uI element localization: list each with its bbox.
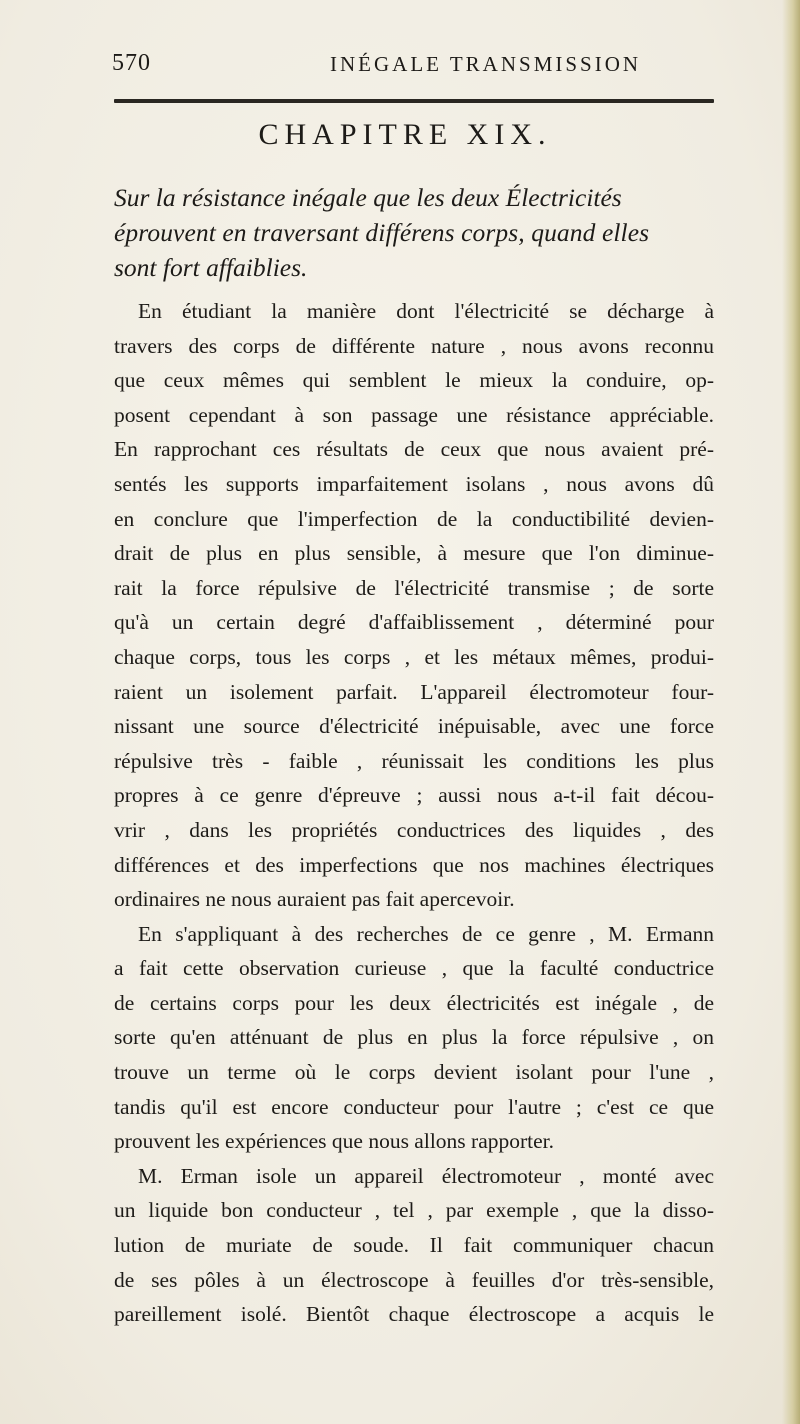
text-line: pareillement isolé. Bientôt chaque électroscope a acquis le xyxy=(114,1302,714,1327)
text-line: vrir , dans les propriétés conductrices des liquides , des xyxy=(114,817,714,842)
text-line: tandis qu'il est encore conducteur pour l'autre ; c'est ce que xyxy=(114,1094,714,1119)
text-line: que ceux mêmes qui semblent le mieux la conduire, op- xyxy=(114,368,714,393)
text-line: raient un isolement parfait. L'appareil électromoteur four- xyxy=(114,679,714,704)
running-title: INÉGALE TRANSMISSION xyxy=(330,52,642,76)
running-head xyxy=(112,50,712,82)
text-line: a fait cette observation curieuse , que la faculté conductrice xyxy=(114,956,714,981)
text-line: prouvent les expériences que nous allons rapporter. xyxy=(114,1129,555,1154)
text-line: qu'à un certain degré d'affaiblissement , déterminé pour xyxy=(114,610,714,635)
text-line: répulsive très - faible , réunissait les conditions les plus xyxy=(114,748,714,773)
text-line: En s'appliquant à des recherches de ce genre , M. Ermann xyxy=(138,921,714,946)
subtitle-line: Sur la résistance inégale que les deux Électricités xyxy=(114,183,622,212)
text-line: M. Erman isole un appareil électromoteur , monté avec xyxy=(138,1163,714,1188)
text-line: sentés les supports imparfaitement isolans , nous avons dû xyxy=(114,471,714,496)
subtitle-line: éprouvent en traversant différens corps, quand elles xyxy=(114,218,650,247)
text-line: ordinaires ne nous auraient pas fait apercevoir. xyxy=(114,887,515,912)
page-edge-stain xyxy=(782,0,800,1424)
chapter-title: CHAPITRE XIX. xyxy=(258,118,552,151)
text-line: sorte qu'en atténuant de plus en plus la force répulsive , on xyxy=(114,1025,714,1050)
page-number: 570 xyxy=(112,50,151,76)
text-line: propres à ce genre d'épreuve ; aussi nous a-t-il fait décou- xyxy=(114,783,714,808)
text-line: drait de plus en plus sensible, à mesure que l'on diminue- xyxy=(114,541,714,566)
text-line: En étudiant la manière dont l'électricité se décharge à xyxy=(138,299,714,323)
text-line: différences et des imperfections que nos machines électriques xyxy=(114,852,714,877)
header-rule xyxy=(114,99,714,103)
text-line: lution de muriate de soude. Il fait communiquer chacun xyxy=(114,1233,714,1258)
subtitle-line: sont fort affaiblies. xyxy=(114,253,308,282)
text-line: travers des corps de différente nature , nous avons reconnu xyxy=(114,333,714,358)
text-line: rait la force répulsive de l'électricité transmise ; de sorte xyxy=(114,575,714,600)
text-line: de ses pôles à un électroscope à feuilles d'or très-sensible, xyxy=(114,1267,714,1292)
text-line: chaque corps, tous les corps , et les métaux mêmes, produi- xyxy=(114,644,714,669)
text-line: En rapprochant ces résultats de ceux que nous avaient pré- xyxy=(114,437,714,462)
text-line: un liquide bon conducteur , tel , par exemple , que la disso- xyxy=(114,1198,714,1223)
text-line: de certains corps pour les deux électricités est inégale , de xyxy=(114,990,714,1015)
text-line: trouve un terme où le corps devient isolant pour l'une , xyxy=(114,1060,714,1085)
text-line: nissant une source d'électricité inépuisable, avec une force xyxy=(114,714,714,739)
text-line: en conclure que l'imperfection de la conductibilité devien- xyxy=(114,506,714,531)
chapter-subtitle xyxy=(114,180,724,285)
body-text xyxy=(114,294,714,1332)
text-line: posent cependant à son passage une résistance appréciable. xyxy=(114,402,714,427)
